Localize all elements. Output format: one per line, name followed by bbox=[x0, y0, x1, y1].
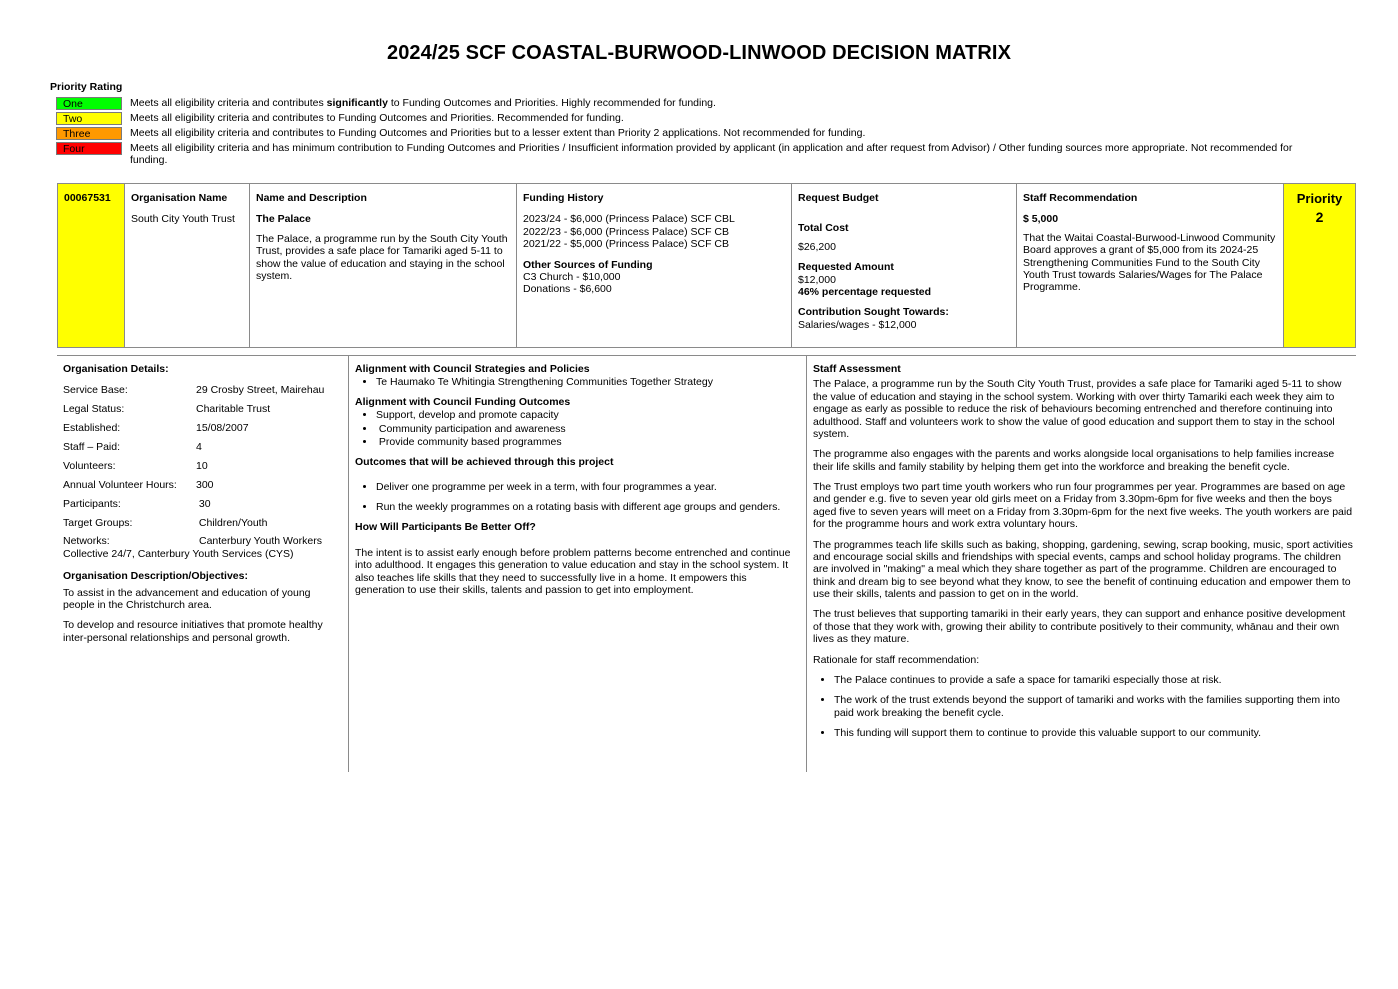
list-item: • Provide community based programmes bbox=[376, 436, 797, 448]
column-divider bbox=[806, 356, 807, 772]
detail-row bbox=[63, 384, 343, 396]
priority-heading: Priority bbox=[1296, 191, 1343, 206]
org-description-text: To assist in the advancement and education of young people in the Christchurch area. bbox=[63, 586, 311, 611]
detail-value: 10 bbox=[196, 459, 208, 472]
detail-row bbox=[63, 535, 343, 547]
application-table bbox=[57, 183, 1356, 348]
detail-row bbox=[63, 422, 343, 434]
requested-amount: $12,000 bbox=[798, 273, 836, 286]
org-details-heading: Organisation Details: bbox=[63, 363, 169, 375]
legend-text-three: Meets all eligibility criteria and contributes to Funding Outcomes and Priorities but to a lesser extent than Priority 2 applications. Not recommended for funding. bbox=[130, 127, 866, 139]
legend-text-two: Meets all eligibility criteria and contributes to Funding Outcomes and Priorities. Recommended for funding. bbox=[130, 112, 624, 124]
detail-value: 4 bbox=[196, 441, 202, 453]
legend-text-one-bold: significantly bbox=[326, 97, 388, 109]
detail-value: Children/Youth bbox=[196, 516, 268, 529]
legend-row-three bbox=[56, 127, 1316, 140]
list-item: • Te Haumako Te Whitingia Strengthening Communities Together Strategy bbox=[376, 376, 797, 388]
list-item: • Support, develop and promote capacity bbox=[376, 409, 797, 421]
list-item: • The work of the trust extends beyond the support of tamariki and works with the families supporting them into paid work breaking the benefit cycle. bbox=[834, 694, 1353, 719]
strategies-list bbox=[355, 376, 797, 388]
staff-recommendation-heading: Staff Recommendation bbox=[1023, 192, 1138, 204]
detail-row bbox=[63, 403, 343, 415]
funding-history-item: 2022/23 - $6,000 (Princess Palace) SCF CB bbox=[523, 225, 730, 238]
detail-row bbox=[63, 460, 343, 472]
detail-label: Established: bbox=[63, 422, 121, 435]
other-source-item: C3 Church - $10,000 bbox=[523, 270, 621, 283]
detail-row bbox=[63, 441, 343, 453]
list-item: • Community participation and awareness bbox=[376, 423, 797, 435]
legend-text-one bbox=[122, 97, 1316, 109]
percentage-requested: 46% percentage requested bbox=[798, 285, 932, 298]
detail-value: 15/08/2007 bbox=[196, 422, 249, 435]
detail-value: Charitable Trust bbox=[196, 403, 271, 416]
project-description: The Palace, a programme run by the South City Youth Trust, provides a safe place for Tamariki aged 5-11 to show the value of education and staying in the school system. bbox=[256, 232, 508, 282]
name-description-heading: Name and Description bbox=[256, 192, 367, 204]
priority-rating-heading: Priority Rating bbox=[50, 81, 123, 93]
assessment-paragraph: The programme also engages with the parents and works alongside local organisations to help families increase their life skills and family stability by helping them get into the workforce and breaking the benefit cycle. bbox=[813, 448, 1335, 473]
staff-recommendation-text: That the Waitai Coastal-Burwood-Linwood Community Board approves a grant of $5,000 from its 2024-25 Strengthening Communities Fund to the South City Youth Trust towards Salaries/Wages for The Palace Programme. bbox=[1023, 231, 1276, 294]
list-item: • The Palace continues to provide a safe a space for tamariki especially those at risk. bbox=[834, 674, 1353, 686]
better-off-text: The intent is to assist early enough before problem patterns become entrenched and continue into adulthood. It engages this generation to value education and stay in the school system. It also teaches life skills that they need to successfully live in a home. It empowers this generation to use their skills, talents and passion to get into employment. bbox=[355, 546, 791, 596]
staff-assessment-heading: Staff Assessment bbox=[813, 363, 901, 375]
priority-swatch-four: Four bbox=[56, 142, 122, 155]
legend-row-one bbox=[56, 97, 1316, 110]
total-cost: $26,200 bbox=[798, 240, 836, 253]
rationale-list bbox=[813, 674, 1353, 740]
assessment-paragraph: The programmes teach life skills such as baking, shopping, gardening, sewing, scrap booking, music, sport activities and encourage social skills and friendships with special events, camps and school holiday programs. The children are involved in "making" a meal which they share together as part of the programme. Children are encouraged to think and dream big to see beyond what they know, to see the benefit of continuing education and empower them to use their skills, talents and passion to get on in the world. bbox=[813, 538, 1353, 600]
detail-row bbox=[63, 517, 343, 529]
priority-swatch-one: One bbox=[56, 97, 122, 110]
funding-history-item: 2021/22 - $5,000 (Princess Palace) SCF CB bbox=[523, 238, 730, 251]
assessment-paragraph: The Trust employs two part time youth workers who run four programmes per year. Programmes are based on age and gender e.g. five to seven year old girls meet on a Friday from 3.30pm-6pm for five weeks and then the boys aged five to seven years will meet on a Friday from 3.30pm-6pm for the next five weeks. The youth workers are paid for the programme hours and work extra voluntary hours. bbox=[813, 481, 1353, 531]
detail-row bbox=[63, 498, 343, 510]
detail-label: Annual Volunteer Hours: bbox=[63, 478, 177, 491]
detail-label: Participants: bbox=[63, 497, 121, 510]
project-outcomes-list bbox=[355, 481, 797, 514]
detail-label: Volunteers: bbox=[63, 459, 116, 472]
funding-outcomes-heading: Alignment with Council Funding Outcomes bbox=[355, 395, 571, 408]
staff-recommendation-cell bbox=[1017, 184, 1284, 347]
priority-swatch-three: Three bbox=[56, 127, 122, 140]
detail-label: Target Groups: bbox=[63, 516, 133, 529]
detail-value: 29 Crosby Street, Mairehau bbox=[196, 384, 325, 397]
column-divider bbox=[348, 356, 349, 772]
better-off-heading: How Will Participants Be Better Off? bbox=[355, 521, 536, 534]
funding-outcomes-list bbox=[355, 409, 797, 448]
total-cost-heading: Total Cost bbox=[798, 222, 849, 235]
project-name: The Palace bbox=[256, 213, 311, 226]
strategies-heading: Alignment with Council Strategies and Policies bbox=[355, 363, 590, 375]
name-description-cell bbox=[250, 184, 517, 347]
detail-label: Legal Status: bbox=[63, 403, 125, 416]
detail-label: Networks: bbox=[63, 535, 110, 548]
detail-value: 30 bbox=[196, 497, 211, 510]
request-budget-cell bbox=[792, 184, 1017, 347]
organisation-details bbox=[63, 363, 343, 652]
funding-history-cell bbox=[517, 184, 792, 347]
org-name-heading: Organisation Name bbox=[131, 192, 228, 204]
application-id: 00067531 bbox=[58, 184, 125, 347]
detail-label: Staff – Paid: bbox=[63, 441, 121, 453]
other-sources-heading: Other Sources of Funding bbox=[523, 258, 653, 271]
org-name: South City Youth Trust bbox=[131, 213, 235, 226]
funding-history-heading: Funding History bbox=[523, 192, 604, 204]
page-title: 2024/25 SCF COASTAL-BURWOOD-LINWOOD DECISION MATRIX bbox=[386, 42, 1012, 64]
request-budget-heading: Request Budget bbox=[798, 192, 879, 204]
alignment-section bbox=[355, 363, 797, 604]
detail-value: Canterbury Youth Workers bbox=[199, 535, 322, 548]
legend-text-four: Meets all eligibility criteria and has minimum contribution to Funding Outcomes and Priorities / Insufficient information provided by applicant (in application and after request from Advisor) / Other funding sources more appropriate. Not recommended for funding. bbox=[130, 142, 1293, 167]
priority-legend bbox=[56, 97, 1316, 169]
funding-history-item: 2023/24 - $6,000 (Princess Palace) SCF CBL bbox=[523, 213, 735, 226]
list-item: • Run the weekly programmes on a rotating basis with different age groups and genders. bbox=[376, 501, 797, 513]
org-description-text: To develop and resource initiatives that promote healthy inter-personal relationships and personal growth. bbox=[63, 619, 323, 644]
networks-continued: Collective 24/7, Canterbury Youth Services (CYS) bbox=[63, 547, 294, 560]
other-source-item: Donations - $6,600 bbox=[523, 283, 612, 296]
assessment-paragraph: The Palace, a programme run by the South City Youth Trust, provides a safe place for Tamariki aged 5-11 to show the value of education and staying in the school system. Working with over thirty Tamariki each week they aim to engage as early as possible to reduce the risk of behaviours becoming entrenched and therefore continuing into adulthood. Staff and volunteers work to show the value of good education and support them to stay in the school system. bbox=[813, 378, 1342, 440]
legend-text-one-end: to Funding Outcomes and Priorities. Highly recommended for funding. bbox=[387, 97, 716, 109]
legend-row-two bbox=[56, 112, 1316, 125]
detail-row bbox=[63, 479, 343, 491]
list-item: • Deliver one programme per week in a term, with four programmes a year. bbox=[376, 481, 797, 493]
priority-cell bbox=[1284, 184, 1355, 347]
assessment-paragraph: The trust believes that supporting tamariki in their early years, they can support and enhance positive development of those that they work with, growing their ability to contribute positively to their community, whānau and their own lives as they mature. bbox=[813, 608, 1346, 646]
legend-text-one-start: Meets all eligibility criteria and contributes bbox=[130, 97, 327, 109]
staff-assessment-section bbox=[813, 363, 1353, 747]
staff-recommendation-amount: $ 5,000 bbox=[1023, 213, 1059, 226]
detail-value: 300 bbox=[196, 478, 214, 491]
requested-amount-heading: Requested Amount bbox=[798, 261, 894, 274]
section-divider bbox=[57, 355, 1356, 356]
priority-swatch-two: Two bbox=[56, 112, 122, 125]
contribution-value: Salaries/wages - $12,000 bbox=[798, 318, 917, 331]
contribution-heading: Contribution Sought Towards: bbox=[798, 306, 949, 319]
org-description-heading: Organisation Description/Objectives: bbox=[63, 570, 248, 583]
list-item: • This funding will support them to continue to provide this valuable support to our community. bbox=[834, 727, 1353, 739]
detail-label: Service Base: bbox=[63, 384, 128, 397]
priority-value: 2 bbox=[1315, 209, 1324, 226]
rationale-heading: Rationale for staff recommendation: bbox=[813, 653, 980, 666]
org-name-cell bbox=[125, 184, 250, 347]
project-outcomes-heading: Outcomes that will be achieved through this project bbox=[355, 456, 614, 469]
legend-row-four bbox=[56, 142, 1316, 167]
